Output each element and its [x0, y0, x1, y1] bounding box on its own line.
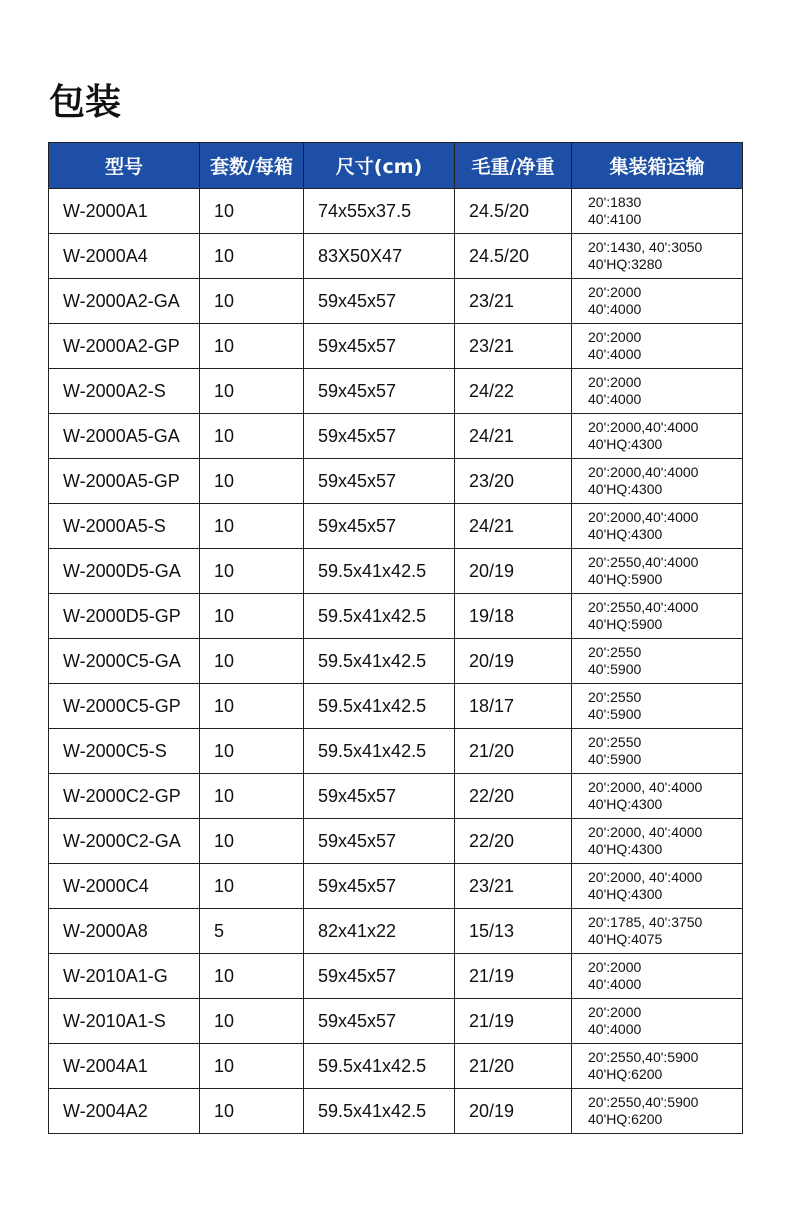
table-row [49, 459, 743, 504]
cell-weight: 24/21 [455, 504, 572, 549]
cell-model: W-2000A2-GP [49, 324, 200, 369]
shipping-line: 40':4000 [588, 391, 642, 407]
cell-size: 59.5x41x42.5 [304, 729, 455, 774]
cell-qty: 10 [200, 414, 304, 459]
table-header [49, 143, 743, 189]
cell-model: W-2000C5-S [49, 729, 200, 774]
table-row [49, 549, 743, 594]
cell-weight: 21/20 [455, 729, 572, 774]
cell-weight: 23/20 [455, 459, 572, 504]
cell-weight: 20/19 [455, 1089, 572, 1134]
cell-size: 74x55x37.5 [304, 189, 455, 234]
cell-qty: 10 [200, 684, 304, 729]
shipping-line: 20':2550,40':5900 [588, 1049, 699, 1065]
cell-model: W-2004A1 [49, 1044, 200, 1089]
cell-shipping [572, 459, 743, 504]
cell-shipping [572, 819, 743, 864]
table-row [49, 1089, 743, 1134]
cell-model: W-2000C2-GP [49, 774, 200, 819]
cell-shipping [572, 234, 743, 279]
shipping-line: 40'HQ:3280 [588, 256, 663, 272]
shipping-line: 40':4000 [588, 346, 642, 362]
cell-weight: 20/19 [455, 549, 572, 594]
table-row [49, 234, 743, 279]
cell-model: W-2000A5-S [49, 504, 200, 549]
cell-qty: 5 [200, 909, 304, 954]
shipping-line: 40':4000 [588, 1021, 642, 1037]
cell-shipping [572, 864, 743, 909]
cell-weight: 23/21 [455, 324, 572, 369]
cell-qty: 10 [200, 234, 304, 279]
cell-model: W-2000C4 [49, 864, 200, 909]
cell-model: W-2000C5-GA [49, 639, 200, 684]
shipping-line: 20':2000, 40':4000 [588, 824, 703, 840]
cell-shipping [572, 999, 743, 1044]
shipping-line: 40'HQ:6200 [588, 1066, 663, 1082]
cell-model: W-2000D5-GA [49, 549, 200, 594]
cell-shipping [572, 414, 743, 459]
cell-model: W-2000A8 [49, 909, 200, 954]
cell-weight: 24/21 [455, 414, 572, 459]
shipping-line: 20':2000, 40':4000 [588, 869, 703, 885]
shipping-line: 40'HQ:4300 [588, 841, 663, 857]
table-row [49, 504, 743, 549]
cell-model: W-2000A4 [49, 234, 200, 279]
table-row [49, 189, 743, 234]
cell-weight: 21/19 [455, 954, 572, 999]
cell-weight: 21/19 [455, 999, 572, 1044]
table-row [49, 684, 743, 729]
cell-shipping [572, 549, 743, 594]
header-row [49, 143, 743, 189]
cell-size: 59x45x57 [304, 504, 455, 549]
cell-size: 59x45x57 [304, 954, 455, 999]
cell-qty: 10 [200, 819, 304, 864]
cell-weight: 23/21 [455, 864, 572, 909]
shipping-line: 40':5900 [588, 706, 642, 722]
cell-model: W-2010A1-G [49, 954, 200, 999]
cell-size: 59x45x57 [304, 279, 455, 324]
cell-qty: 10 [200, 504, 304, 549]
shipping-line: 40'HQ:4300 [588, 886, 663, 902]
table-row [49, 1044, 743, 1089]
shipping-line: 20':2550 [588, 734, 642, 750]
table-row [49, 594, 743, 639]
table-row [49, 954, 743, 999]
cell-size: 59x45x57 [304, 864, 455, 909]
shipping-line: 40'HQ:4300 [588, 481, 663, 497]
cell-shipping [572, 369, 743, 414]
cell-model: W-2000C2-GA [49, 819, 200, 864]
cell-shipping [572, 324, 743, 369]
shipping-line: 20':1830 [588, 194, 642, 210]
cell-qty: 10 [200, 639, 304, 684]
shipping-line: 20':2000, 40':4000 [588, 779, 703, 795]
cell-shipping [572, 684, 743, 729]
cell-shipping [572, 504, 743, 549]
shipping-line: 40'HQ:5900 [588, 571, 663, 587]
cell-qty: 10 [200, 999, 304, 1044]
page-title: 包装 [49, 82, 122, 123]
header-shipping: 集装箱运输 [572, 143, 743, 189]
cell-size: 59.5x41x42.5 [304, 1089, 455, 1134]
cell-shipping [572, 189, 743, 234]
shipping-line: 20':2000,40':4000 [588, 419, 699, 435]
cell-weight: 23/21 [455, 279, 572, 324]
cell-weight: 24/22 [455, 369, 572, 414]
packaging-table [48, 142, 743, 1134]
shipping-line: 20':2550 [588, 644, 642, 660]
shipping-line: 20':2000,40':4000 [588, 509, 699, 525]
shipping-line: 20':2000,40':4000 [588, 464, 699, 480]
cell-qty: 10 [200, 279, 304, 324]
cell-qty: 10 [200, 1089, 304, 1134]
shipping-line: 40':4000 [588, 976, 642, 992]
cell-weight: 22/20 [455, 819, 572, 864]
cell-qty: 10 [200, 189, 304, 234]
cell-model: W-2004A2 [49, 1089, 200, 1134]
cell-qty: 10 [200, 864, 304, 909]
cell-size: 59x45x57 [304, 369, 455, 414]
cell-size: 59.5x41x42.5 [304, 639, 455, 684]
table-body [49, 189, 743, 1134]
table-row [49, 639, 743, 684]
table-row [49, 909, 743, 954]
cell-size: 82x41x22 [304, 909, 455, 954]
table-row [49, 999, 743, 1044]
cell-qty: 10 [200, 774, 304, 819]
shipping-line: 20':2000 [588, 374, 642, 390]
cell-weight: 19/18 [455, 594, 572, 639]
cell-shipping [572, 1089, 743, 1134]
cell-size: 59x45x57 [304, 819, 455, 864]
cell-size: 59x45x57 [304, 459, 455, 504]
shipping-line: 40'HQ:4300 [588, 436, 663, 452]
shipping-line: 40'HQ:4075 [588, 931, 663, 947]
shipping-line: 20':2000 [588, 959, 642, 975]
cell-qty: 10 [200, 324, 304, 369]
header-qty: 套数/每箱 [200, 143, 304, 189]
cell-shipping [572, 909, 743, 954]
table-row [49, 819, 743, 864]
header-size: 尺寸(cm) [304, 143, 455, 189]
cell-weight: 24.5/20 [455, 234, 572, 279]
cell-weight: 15/13 [455, 909, 572, 954]
table-row [49, 369, 743, 414]
cell-size: 59.5x41x42.5 [304, 549, 455, 594]
cell-model: W-2000A1 [49, 189, 200, 234]
shipping-line: 40'HQ:6200 [588, 1111, 663, 1127]
cell-shipping [572, 639, 743, 684]
cell-weight: 20/19 [455, 639, 572, 684]
table-row [49, 279, 743, 324]
shipping-line: 40'HQ:5900 [588, 616, 663, 632]
shipping-line: 20':2550 [588, 689, 642, 705]
shipping-line: 40':5900 [588, 661, 642, 677]
shipping-line: 20':2000 [588, 329, 642, 345]
shipping-line: 20':1785, 40':3750 [588, 914, 703, 930]
cell-size: 59x45x57 [304, 774, 455, 819]
cell-size: 59x45x57 [304, 414, 455, 459]
cell-size: 59.5x41x42.5 [304, 684, 455, 729]
shipping-line: 20':2550,40':4000 [588, 554, 699, 570]
shipping-line: 40'HQ:4300 [588, 796, 663, 812]
table-row [49, 324, 743, 369]
shipping-line: 20':2000 [588, 1004, 642, 1020]
cell-size: 59.5x41x42.5 [304, 594, 455, 639]
cell-qty: 10 [200, 594, 304, 639]
cell-shipping [572, 279, 743, 324]
cell-qty: 10 [200, 1044, 304, 1089]
cell-shipping [572, 1044, 743, 1089]
shipping-line: 20':2550,40':5900 [588, 1094, 699, 1110]
cell-model: W-2000A5-GA [49, 414, 200, 459]
cell-shipping [572, 774, 743, 819]
shipping-line: 40':4100 [588, 211, 642, 227]
table-row [49, 864, 743, 909]
cell-model: W-2010A1-S [49, 999, 200, 1044]
shipping-line: 20':2550,40':4000 [588, 599, 699, 615]
cell-size: 83X50X47 [304, 234, 455, 279]
shipping-line: 20':2000 [588, 284, 642, 300]
cell-qty: 10 [200, 729, 304, 774]
header-model: 型号 [49, 143, 200, 189]
cell-model: W-2000A2-GA [49, 279, 200, 324]
cell-weight: 18/17 [455, 684, 572, 729]
cell-weight: 22/20 [455, 774, 572, 819]
cell-qty: 10 [200, 459, 304, 504]
cell-size: 59x45x57 [304, 999, 455, 1044]
shipping-line: 40':4000 [588, 301, 642, 317]
table-row [49, 729, 743, 774]
cell-size: 59.5x41x42.5 [304, 1044, 455, 1089]
shipping-line: 40'HQ:4300 [588, 526, 663, 542]
cell-size: 59x45x57 [304, 324, 455, 369]
cell-shipping [572, 954, 743, 999]
shipping-line: 40':5900 [588, 751, 642, 767]
header-weight: 毛重/净重 [455, 143, 572, 189]
table-row [49, 414, 743, 459]
shipping-line: 20':1430, 40':3050 [588, 239, 703, 255]
cell-model: W-2000D5-GP [49, 594, 200, 639]
cell-weight: 24.5/20 [455, 189, 572, 234]
cell-model: W-2000A2-S [49, 369, 200, 414]
table-row [49, 774, 743, 819]
cell-weight: 21/20 [455, 1044, 572, 1089]
cell-qty: 10 [200, 954, 304, 999]
cell-model: W-2000C5-GP [49, 684, 200, 729]
cell-shipping [572, 594, 743, 639]
cell-model: W-2000A5-GP [49, 459, 200, 504]
cell-qty: 10 [200, 369, 304, 414]
cell-shipping [572, 729, 743, 774]
cell-qty: 10 [200, 549, 304, 594]
